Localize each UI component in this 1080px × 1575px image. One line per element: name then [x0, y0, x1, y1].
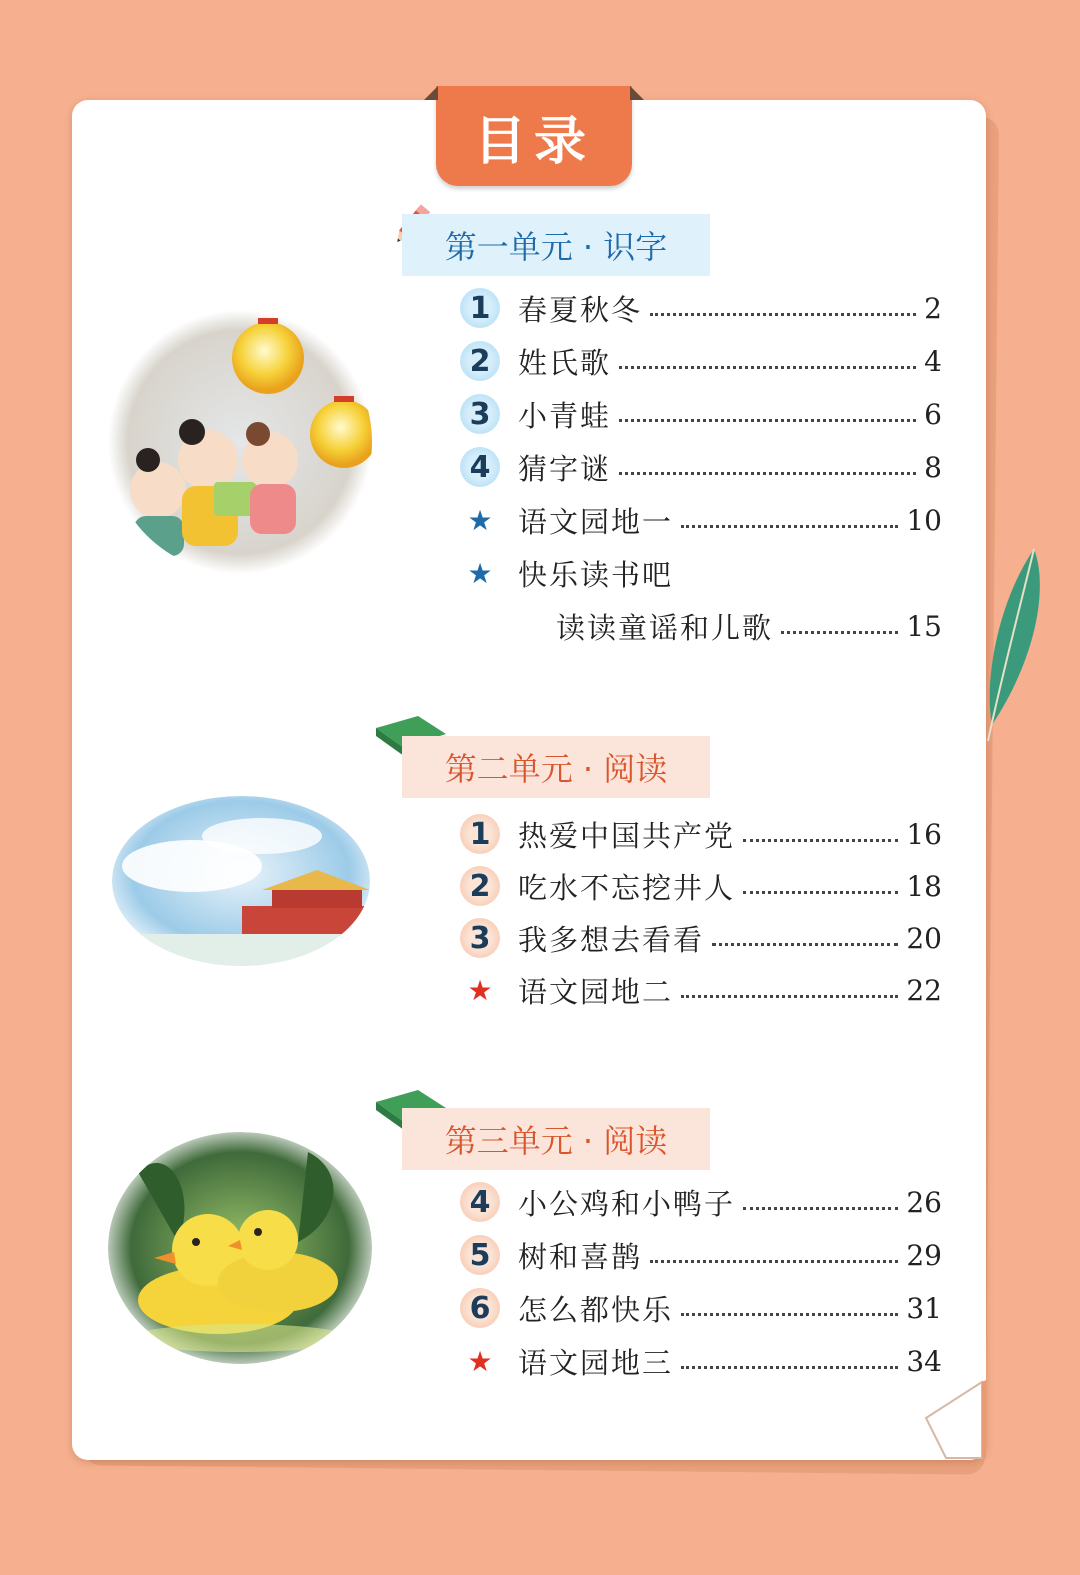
toc-entry[interactable]: [460, 916, 942, 960]
children-lantern-illustration: [108, 310, 372, 574]
entry-title: 读读童谣和儿歌: [556, 610, 774, 645]
toc-entry[interactable]: [460, 339, 942, 383]
toc-entry[interactable]: [460, 968, 942, 1012]
page-title: 目录: [473, 111, 594, 172]
toc-entry[interactable]: [460, 498, 942, 542]
lesson-number: 2: [460, 341, 500, 381]
toc-entry[interactable]: [460, 812, 942, 856]
page-number: 4: [924, 344, 942, 378]
page-number: 8: [924, 450, 942, 484]
star-icon: ★: [467, 973, 493, 1007]
entry-title: 热爱中国共产党: [518, 818, 736, 853]
page-number: 15: [906, 609, 942, 643]
page-number: 10: [906, 503, 942, 537]
page-number: 31: [906, 1291, 942, 1325]
page-number: 29: [906, 1238, 942, 1272]
page-number: 22: [906, 973, 942, 1007]
leader-dots: [650, 313, 916, 316]
leader-dots: [712, 943, 898, 946]
entry-title: 快乐读书吧: [518, 557, 674, 592]
leader-dots: [681, 1366, 898, 1369]
page-curl-icon: [922, 1378, 988, 1462]
entry-title: 猜字谜: [518, 451, 612, 486]
lesson-number: 3: [460, 918, 500, 958]
entry-title: 小公鸡和小鸭子: [518, 1186, 736, 1221]
lesson-number: 4: [460, 447, 500, 487]
entry-title: 树和喜鹊: [518, 1239, 643, 1274]
lesson-number: 3: [460, 394, 500, 434]
entry-title: 姓氏歌: [518, 345, 612, 380]
leader-dots: [619, 472, 916, 475]
toc-entry[interactable]: [460, 1233, 942, 1277]
toc-entry[interactable]: [460, 551, 942, 595]
toc-entry[interactable]: [460, 1180, 942, 1224]
page-number: 16: [906, 817, 942, 851]
toc-entry[interactable]: [460, 445, 942, 489]
page-number: 20: [906, 921, 942, 955]
leader-dots: [743, 1207, 898, 1210]
leader-dots: [619, 419, 916, 422]
star-icon: ★: [467, 556, 493, 590]
lesson-number: 1: [460, 288, 500, 328]
page-number: 34: [906, 1344, 942, 1378]
entry-title: 春夏秋冬: [518, 292, 643, 327]
unit-1-heading: 第一单元 · 识字: [402, 214, 710, 276]
lesson-number: 5: [460, 1235, 500, 1275]
toc-entry[interactable]: [460, 392, 942, 436]
page-number: 6: [924, 397, 942, 431]
page-number: 18: [906, 869, 942, 903]
leader-dots: [781, 631, 898, 634]
leader-dots: [650, 1260, 898, 1263]
unit-2-heading: 第二单元 · 阅读: [402, 736, 710, 798]
leader-dots: [681, 1313, 898, 1316]
entry-title: 语文园地一: [518, 504, 674, 539]
leader-dots: [681, 995, 898, 998]
leader-dots: [619, 366, 916, 369]
feather-icon: [978, 545, 1048, 745]
leader-dots: [743, 891, 898, 894]
toc-entry[interactable]: [460, 1286, 942, 1330]
entry-title: 语文园地二: [518, 974, 674, 1009]
star-icon: ★: [467, 1344, 493, 1378]
leader-dots: [681, 525, 898, 528]
lesson-number: 6: [460, 1288, 500, 1328]
entry-title: 语文园地三: [518, 1345, 674, 1380]
tiananmen-illustration: [112, 796, 370, 966]
leader-dots: [743, 839, 898, 842]
toc-entry[interactable]: [460, 864, 942, 908]
entry-title: 小青蛙: [518, 398, 612, 433]
star-icon: ★: [467, 503, 493, 537]
unit-3-heading: 第三单元 · 阅读: [402, 1108, 710, 1170]
toc-entry[interactable]: [460, 1339, 942, 1383]
title-tab: [436, 86, 632, 186]
toc-entry[interactable]: [460, 286, 942, 330]
lesson-number: 1: [460, 814, 500, 854]
entry-title: 我多想去看看: [518, 922, 705, 957]
page-number: 2: [924, 291, 942, 325]
entry-title: 怎么都快乐: [518, 1292, 674, 1327]
page-number: 26: [906, 1185, 942, 1219]
ducklings-illustration: [108, 1132, 372, 1364]
lesson-number: 2: [460, 866, 500, 906]
toc-entry[interactable]: [556, 604, 942, 648]
lesson-number: 4: [460, 1182, 500, 1222]
entry-title: 吃水不忘挖井人: [518, 870, 736, 905]
